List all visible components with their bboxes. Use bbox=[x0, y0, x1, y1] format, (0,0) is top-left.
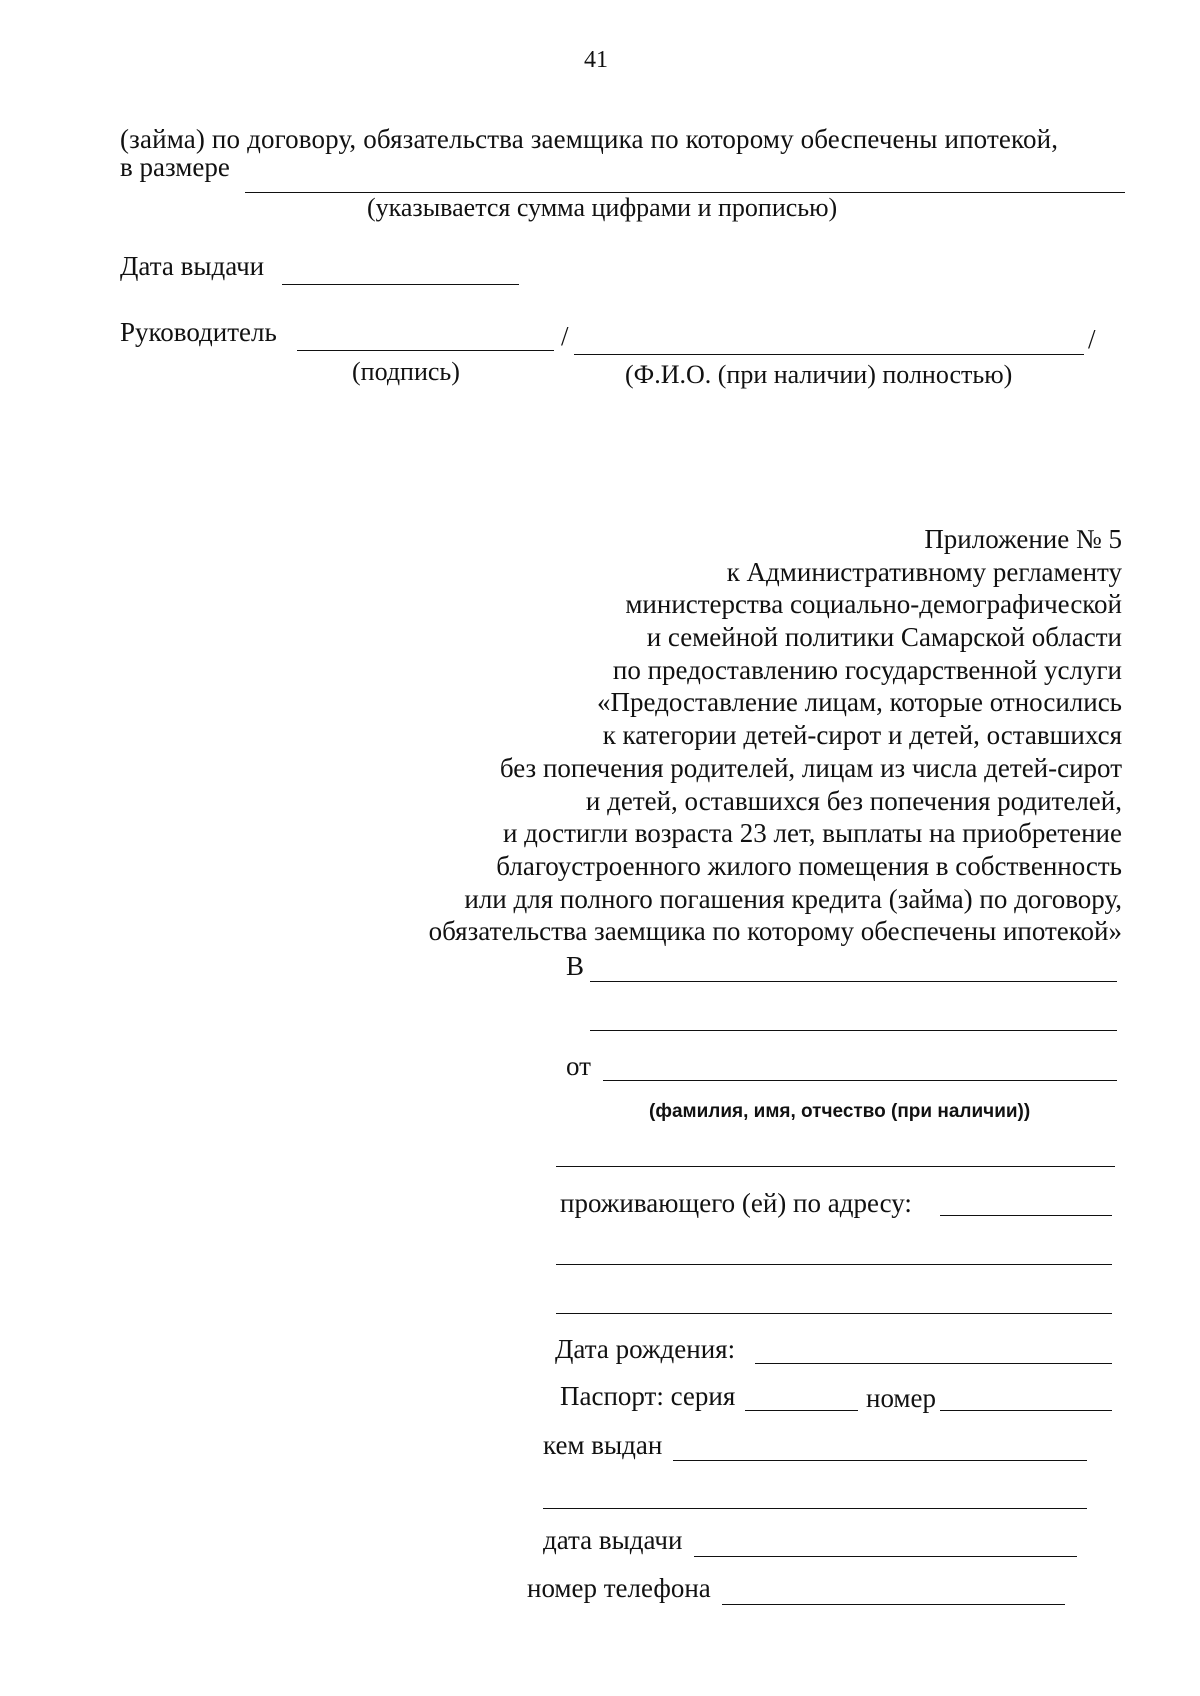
fio-field-caption: (фамилия, имя, отчество (при наличии)) bbox=[649, 1101, 1031, 1122]
from-line[interactable] bbox=[603, 1080, 1117, 1081]
amount-caption: (указывается сумма цифрами и прописью) bbox=[367, 193, 838, 222]
to-line-2[interactable] bbox=[590, 1030, 1117, 1031]
to-line-1[interactable] bbox=[590, 981, 1117, 982]
passport-issue-date-label: дата выдачи bbox=[543, 1525, 683, 1555]
appendix-line: без попечения родителей, лицам из числа детей-сирот bbox=[499, 753, 1122, 783]
birth-date-line[interactable] bbox=[755, 1363, 1112, 1364]
appendix-line: к категории детей-сирот и детей, оставшихся bbox=[602, 720, 1122, 750]
phone-label: номер телефона bbox=[527, 1573, 711, 1603]
address-line-3[interactable] bbox=[556, 1313, 1112, 1314]
appendix-line: Приложение № 5 bbox=[924, 524, 1122, 554]
head-fio-line bbox=[574, 354, 1084, 355]
loan-text-line1: (займа) по договору, обязательства заемщика по которому обеспечены ипотекой, bbox=[120, 124, 1059, 154]
issue-date-line bbox=[282, 284, 519, 285]
page-number: 41 bbox=[584, 47, 608, 73]
issued-by-line-2[interactable] bbox=[543, 1508, 1087, 1509]
passport-number-label: номер bbox=[866, 1383, 937, 1413]
slash-1: / bbox=[561, 321, 569, 351]
appendix-line: министерства социально-демографической bbox=[625, 589, 1122, 619]
address-line-2[interactable] bbox=[556, 1264, 1112, 1265]
appendix-line: благоустроенного жилого помещения в собственность bbox=[496, 851, 1122, 881]
birth-date-label: Дата рождения: bbox=[555, 1334, 736, 1364]
appendix-line: и детей, оставшихся без попечения родителей, bbox=[585, 786, 1122, 816]
appendix-line: «Предоставление лицам, которые относились bbox=[597, 687, 1122, 717]
issued-by-label: кем выдан bbox=[543, 1430, 663, 1460]
passport-series-label: Паспорт: серия bbox=[560, 1381, 736, 1411]
head-signature-line bbox=[297, 350, 554, 351]
appendix-line: по предоставлению государственной услуги bbox=[612, 655, 1122, 685]
address-label: проживающего (ей) по адресу: bbox=[560, 1188, 912, 1218]
signature-caption: (подпись) bbox=[352, 357, 460, 386]
appendix-line: обязательства заемщика по которому обеспечены ипотекой» bbox=[428, 916, 1122, 946]
appendix-line: и достигли возраста 23 лет, выплаты на приобретение bbox=[502, 818, 1122, 848]
issued-by-line-1[interactable] bbox=[673, 1460, 1087, 1461]
amount-label: в размере bbox=[120, 152, 230, 182]
fio-caption: (Ф.И.О. (при наличии) полностью) bbox=[625, 360, 1013, 389]
appendix-line: или для полного погашения кредита (займа) по договору, bbox=[464, 884, 1122, 914]
passport-series-line[interactable] bbox=[745, 1410, 858, 1411]
appendix-line: и семейной политики Самарской области bbox=[646, 622, 1122, 652]
fio-extra-line[interactable] bbox=[556, 1166, 1115, 1167]
to-label: В bbox=[566, 951, 585, 981]
passport-issue-date-line[interactable] bbox=[694, 1556, 1077, 1557]
issue-date-label: Дата выдачи bbox=[120, 251, 265, 281]
passport-number-line[interactable] bbox=[940, 1410, 1112, 1411]
appendix-line: к Административному регламенту bbox=[726, 557, 1122, 587]
phone-line[interactable] bbox=[722, 1604, 1065, 1605]
head-label: Руководитель bbox=[120, 317, 277, 347]
address-line-1[interactable] bbox=[940, 1215, 1112, 1216]
from-label: от bbox=[566, 1051, 591, 1081]
slash-2: / bbox=[1088, 324, 1096, 354]
